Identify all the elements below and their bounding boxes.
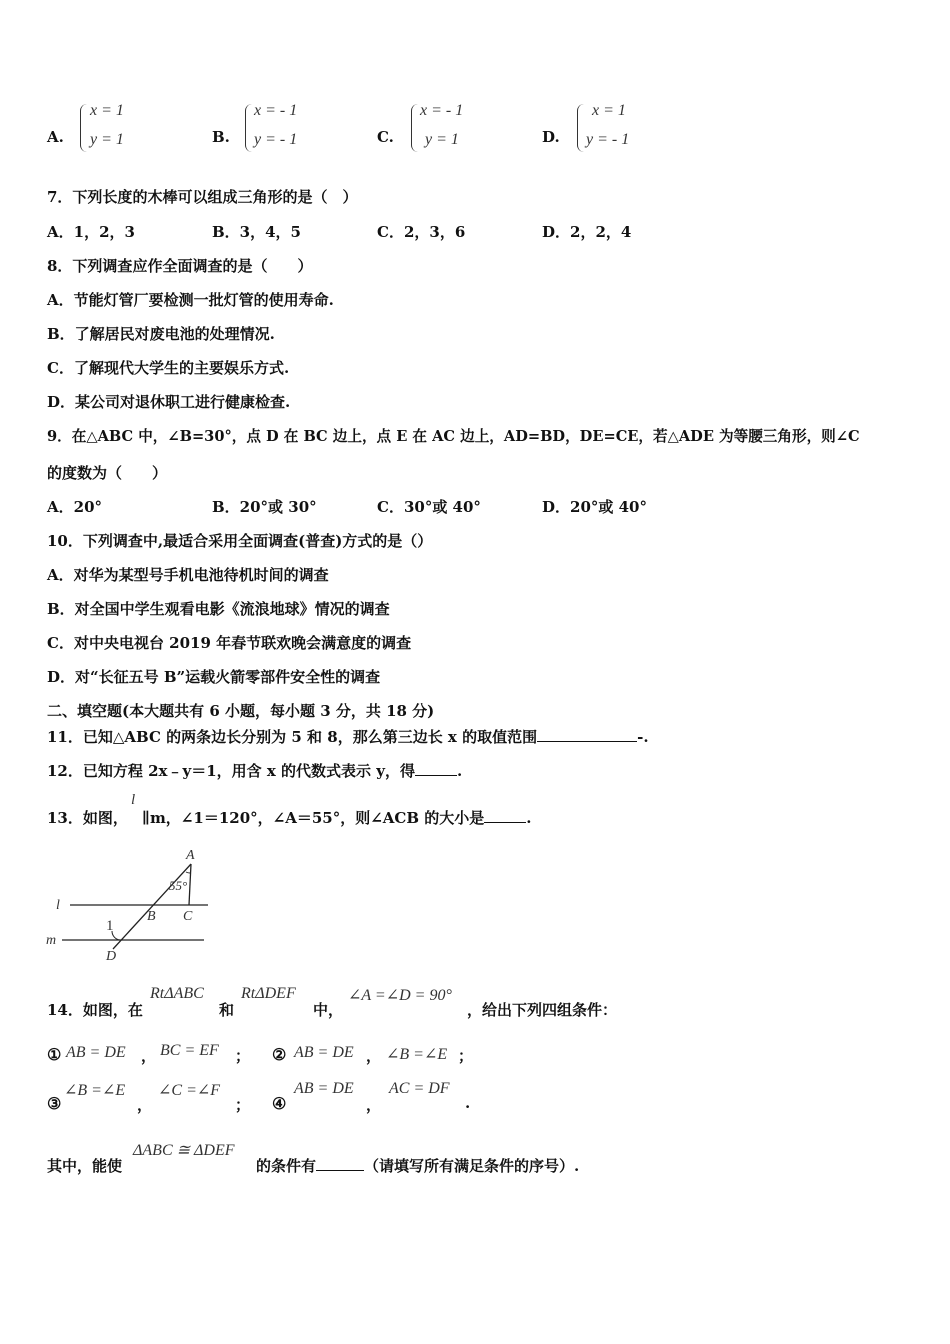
q8-option-d: D．某公司对退休职工进行健康检查.: [47, 393, 291, 411]
figure-label-b: B: [147, 909, 156, 924]
q14-final-post: （请填写所有满足条件的序号）.: [364, 1157, 580, 1175]
q7-option-c: C．2，3，6: [377, 223, 466, 241]
q13-answer-blank: [484, 808, 526, 823]
q12-end: .: [456, 762, 463, 780]
q6-option-c-x: x = - 1: [420, 102, 464, 119]
q13-figure: [40, 845, 220, 967]
q14-cond2-num: ②: [272, 1045, 287, 1064]
q6-option-c-y: y = 1: [425, 131, 459, 148]
q10-option-b: B．对全国中学生观看电影《流浪地球》情况的调查: [47, 600, 390, 618]
q14-cond4-period: .: [465, 1094, 471, 1112]
q11-answer-blank: [537, 727, 637, 742]
q8-option-c: C．了解现代大学生的主要娱乐方式.: [47, 359, 290, 377]
q14-post: ，给出下列四组条件：: [467, 1001, 618, 1019]
q14-cond3-semi: ；: [235, 1096, 251, 1114]
q6-option-a-y: y = 1: [90, 131, 124, 148]
q13-end: .: [526, 809, 532, 827]
q14-pre: 14．如图，在: [47, 1001, 143, 1019]
q9-option-a: A．20°: [47, 498, 103, 516]
q6-option-d-x: x = 1: [592, 102, 626, 119]
q6-option-b-y: y = - 1: [254, 131, 298, 148]
q14-cond1-a: AB = DE: [66, 1044, 126, 1061]
q14-cond1-num: ①: [47, 1045, 62, 1064]
q14-cond3-b: ∠C =∠F: [158, 1082, 221, 1099]
q14-cond3-comma: ，: [137, 1096, 153, 1114]
q14-final-mid: 的条件有: [256, 1157, 317, 1175]
q7-stem: 7．下列长度的木棒可以组成三角形的是（ ）: [47, 188, 358, 206]
figure-segment-ad: [113, 864, 191, 949]
q10-stem: 10．下列调查中,最适合采用全面调查(普查)方式的是（）: [47, 532, 433, 550]
q13-line-l: l: [131, 792, 136, 808]
q13-pre: 13．如图，: [47, 809, 128, 827]
q13: [142, 807, 532, 828]
figure-label-d: D: [106, 949, 117, 964]
q11-text: 11．已知△ABC 的两条边长分别为 5 和 8，那么第三边长 x 的取值范围: [47, 728, 538, 746]
q7-option-a: A．1，2，3: [47, 223, 135, 241]
q12-text: 12．已知方程 2x﹣y＝1，用含 x 的代数式表示 y，得: [47, 762, 415, 780]
q8-stem: 8．下列调查应作全面调查的是（ ）: [47, 257, 313, 275]
q12-answer-blank: [415, 761, 457, 776]
q14-cond1-b: BC = EF: [160, 1042, 219, 1059]
q6-option-d-label: D.: [542, 128, 560, 146]
q11: [47, 726, 649, 747]
q6-option-c-label: C.: [377, 128, 394, 146]
q7-option-b: B．3，4，5: [212, 223, 301, 241]
q14-answer-blank: [316, 1156, 364, 1171]
q14-rt-abc: RtΔABC: [150, 985, 204, 1002]
q9-option-b: B．20°或 30°: [212, 498, 317, 516]
figure-label-l: l: [56, 898, 60, 913]
q14-cond1-semi: ；: [235, 1047, 251, 1065]
q14-cond4-comma: ，: [366, 1096, 382, 1114]
q14-rt-def: RtΔDEF: [241, 985, 296, 1002]
q14-angle-eq: ∠A =∠D = 90°: [348, 987, 452, 1004]
q10-option-c: C．对中央电视台 2019 年春节联欢晚会满意度的调查: [47, 634, 412, 652]
q9-option-d: D．20°或 40°: [542, 498, 647, 516]
q14-congruence: ΔABC ≅ ΔDEF: [133, 1142, 235, 1159]
q6-option-a-x: x = 1: [90, 102, 124, 119]
q6-option-d-y: y = - 1: [586, 131, 630, 148]
q14-cond4-b: AC = DF: [389, 1080, 450, 1097]
q6-option-d-brace: [577, 104, 584, 152]
section-2-header: 二、填空题(本大题共有 6 小题，每小题 3 分，共 18 分): [47, 702, 435, 720]
q9-line2: 的度数为（ ）: [47, 464, 168, 482]
q14-cond2-comma: ，: [366, 1047, 382, 1065]
q14-cond3-num: ③: [47, 1094, 62, 1113]
q6-option-c-brace: [411, 104, 418, 152]
figure-label-c: C: [183, 909, 193, 924]
q11-end: -.: [637, 728, 649, 746]
q7-option-d: D．2，2，4: [542, 223, 632, 241]
figure-angle-a-arc: [186, 872, 190, 873]
figure-segment-ac: [189, 864, 191, 905]
figure-label-m: m: [46, 933, 57, 948]
q14-final-pre: 其中，能使: [47, 1157, 123, 1175]
q10-option-a: A．对华为某型号手机电池待机时间的调查: [47, 566, 329, 584]
q13-text: ∥m，∠1＝120°，∠A＝55°，则∠ACB 的大小是: [142, 809, 485, 827]
q6-option-b-x: x = - 1: [254, 102, 298, 119]
q14-zhong: 中，: [313, 1001, 344, 1019]
q9-line1: 9．在△ABC 中，∠B=30°，点 D 在 BC 边上，点 E 在 AC 边上，AD=BD，DE=CE，若△ADE 为等腰三角形，则∠C: [47, 428, 860, 445]
q14-final: [256, 1155, 579, 1176]
figure-label-a: A: [186, 848, 195, 863]
q8-option-a: A．节能灯管厂要检测一批灯管的使用寿命.: [47, 291, 334, 309]
q6-option-a-brace: [80, 104, 87, 152]
q14-cond4-num: ④: [272, 1094, 287, 1113]
q10-option-d: D．对“长征五号 B”运载火箭零部件安全性的调查: [47, 668, 381, 686]
q6-option-b-brace: [245, 104, 252, 152]
q6-option-b-label: B.: [212, 128, 230, 146]
q9-option-c: C．30°或 40°: [377, 498, 481, 516]
figure-label-1: 1: [106, 918, 114, 934]
q14-cond2-b: ∠B =∠E: [386, 1046, 448, 1063]
q14-cond1-comma: ，: [141, 1047, 157, 1065]
q8-option-b: B．了解居民对废电池的处理情况.: [47, 325, 275, 343]
q14-cond3-a: ∠B =∠E: [64, 1082, 126, 1099]
q6-option-a-label: A.: [47, 128, 64, 146]
q14-cond2-semi: ；: [458, 1047, 474, 1065]
figure-label-55: 55°: [169, 878, 188, 893]
q12: [47, 760, 462, 781]
q14-cond4-a: AB = DE: [294, 1080, 354, 1097]
q14-cond2-a: AB = DE: [294, 1044, 354, 1061]
q14-and: 和: [219, 1001, 235, 1019]
